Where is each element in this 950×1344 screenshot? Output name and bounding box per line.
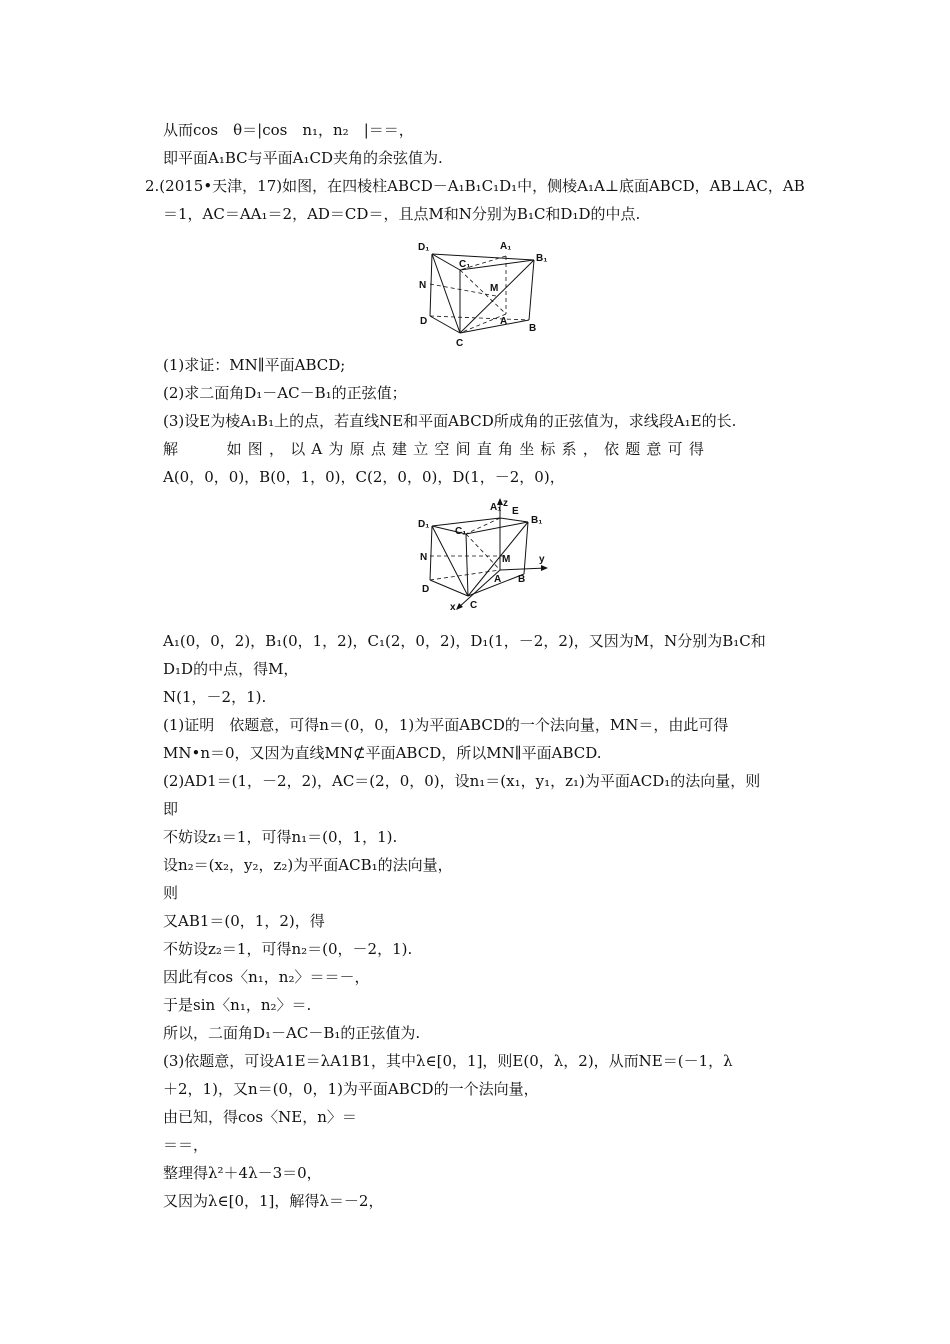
text-line: 即平面A₁BC与平面A₁CD夹角的余弦值为. <box>163 149 443 167</box>
text-line: 因此有cos〈n₁，n₂〉＝＝－， <box>163 968 370 986</box>
prism-figure <box>408 234 558 352</box>
text-line: 不妨设z₁＝1，可得n₁＝(0，1，1). <box>163 828 398 846</box>
label-A: A <box>500 316 508 327</box>
text-line: ＋2，1)，又n＝(0，0，1)为平面ABCD的一个法向量， <box>163 1080 539 1098</box>
problem-heading: 2.(2015•天津，17)如图，在四棱柱ABCD－A₁B₁C₁D₁中，侧棱A₁A⊥底面ABCD，AB⊥AC，AB <box>145 177 805 195</box>
text-line: (1)证明 依题意，可得n＝(0，0，1)为平面ABCD的一个法向量，MN＝，由此可得 <box>163 716 729 734</box>
label-B: B <box>518 574 526 585</box>
question-1: (1)求证：MN∥平面ABCD; <box>163 356 346 374</box>
label-D: D <box>422 584 430 595</box>
label-N: N <box>419 280 427 291</box>
text-line: 则 <box>163 884 179 902</box>
label-C: C <box>456 338 464 349</box>
label-B1: B₁ <box>536 253 548 264</box>
question-2: (2)求二面角D₁－AC－B₁的正弦值； <box>163 384 407 402</box>
question-3: (3)设E为棱A₁B₁上的点，若直线NE和平面ABCD所成角的正弦值为，求线段A₁E的长. <box>163 412 737 430</box>
text-line: A(0，0，0)，B(0，1，0)，C(2，0，0)，D(1，－2，0)， <box>163 468 565 486</box>
label-y: y <box>539 554 545 565</box>
text-line: 设n₂＝(x₂，y₂，z₂)为平面ACB₁的法向量， <box>163 856 453 874</box>
text-line: MN•n＝0，又因为直线MN⊄平面ABCD，所以MN∥平面ABCD. <box>163 744 602 762</box>
label-D1: D₁ <box>418 519 430 530</box>
text-line: 不妨设z₂＝1，可得n₂＝(0，－2，1). <box>163 940 413 958</box>
label-x: x <box>450 602 456 613</box>
label-M: M <box>502 554 511 565</box>
label-B1: B₁ <box>531 515 543 526</box>
label-D: D <box>420 316 428 327</box>
coordinate-figure <box>408 496 558 616</box>
label-A1: A₁ <box>500 241 512 252</box>
label-D1: D₁ <box>418 242 430 253</box>
text-line: (2)AD1＝(1，－2，2)，AC＝(2，0，0)，设n₁＝(x₁，y₁，z₁)为平面ACD₁的法向量，则 <box>163 772 761 790</box>
label-A: A <box>494 574 502 585</box>
text-line: 即 <box>163 800 179 818</box>
label-E: E <box>512 506 519 517</box>
label-z: z <box>503 498 508 509</box>
label-A1: A₁ <box>490 502 502 513</box>
text-line: 所以，二面角D₁－AC－B₁的正弦值为. <box>163 1024 421 1042</box>
text-line: N(1，－2，1). <box>163 688 267 706</box>
text-line: ＝1，AC＝AA₁＝2，AD＝CD＝，且点M和N分别为B₁C和D₁D的中点. <box>163 205 641 223</box>
text-line: D₁D的中点，得M， <box>163 660 299 678</box>
text-line: 又AB1＝(0，1，2)，得 <box>163 912 325 930</box>
label-C: C <box>470 600 478 611</box>
text-line: 由已知，得cos〈NE，n〉＝ <box>163 1108 357 1126</box>
solution-intro: 解 如图，以A为原点建立空间直角坐标系，依题意可得 <box>163 440 711 458</box>
text-line: 从而cos θ＝|cos n₁，n₂ |＝＝， <box>163 121 414 139</box>
text-line: 又因为λ∈[0，1]，解得λ＝－2， <box>163 1192 384 1210</box>
prism-diagram <box>408 234 558 352</box>
text-line: (3)依题意，可设A1E＝λA1B1，其中λ∈[0，1]，则E(0，λ，2)，从而NE＝(－1，λ <box>163 1052 733 1070</box>
label-M: M <box>490 283 499 294</box>
coordinate-diagram <box>408 496 558 616</box>
text-line: A₁(0，0，2)，B₁(0，1，2)，C₁(2，0，2)，D₁(1，－2，2)，又因为M，N分别为B₁C和 <box>163 632 766 650</box>
label-C1: C₁ <box>459 259 471 270</box>
label-C1: C₁ <box>455 526 467 537</box>
text-line: ＝＝， <box>163 1136 209 1154</box>
text-line: 整理得λ²＋4λ－3＝0， <box>163 1164 322 1182</box>
label-N: N <box>420 552 428 563</box>
label-B: B <box>529 323 537 334</box>
text-line: 于是sin〈n₁，n₂〉＝. <box>163 996 312 1014</box>
